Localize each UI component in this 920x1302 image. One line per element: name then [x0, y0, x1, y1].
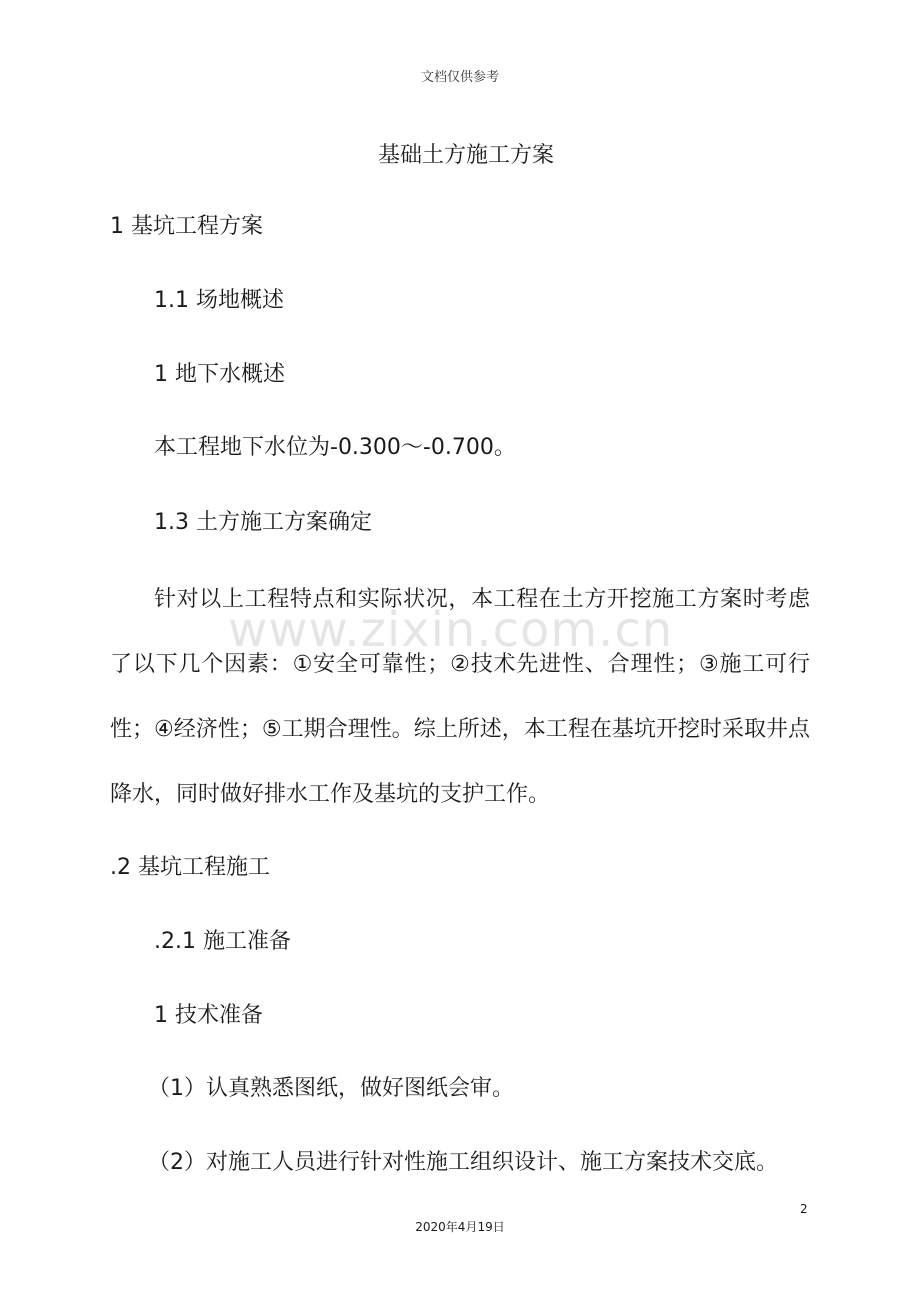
subsection-heading-tech: 1 技术准备: [154, 1003, 263, 1028]
header-note: 文档仅供参考: [420, 70, 499, 85]
subsection-heading-2-1: .2.1 施工准备: [154, 929, 291, 954]
groundwater-text: 本工程地下水位为-0.300～-0.700。: [154, 435, 516, 460]
subsection-heading-1-3: 1.3 土方施工方案确定: [154, 510, 372, 535]
list-item: （1）认真熟悉图纸，做好图纸会审。: [148, 1076, 514, 1101]
body-paragraph: 针对以上工程特点和实际状况，本工程在土方开挖施工方案时考虑了以下几个因素：①安全可靠性；②技术先进性、合理性；③施工可行性；④经济性；⑤工期合理性。综上所述，本工程在基坑开挖时采取井点降水，同时做好排水工作及基坑的支护工作。: [110, 587, 810, 807]
document-title: 基础土方施工方案: [377, 143, 554, 168]
subsection-heading-1-1: 1.1 场地概述: [154, 288, 284, 313]
section-heading-1: 1 基坑工程方案: [110, 214, 263, 239]
list-item: （2）对施工人员进行针对性施工组织设计、施工方案技术交底。: [148, 1150, 778, 1175]
watermark: www.zixin.com.cn: [228, 602, 674, 658]
footer-date: 2020年4月19日: [415, 1220, 505, 1234]
subsection-heading-groundwater: 1 地下水概述: [154, 362, 285, 387]
page-number: 2: [800, 1202, 808, 1216]
section-heading-2: .2 基坑工程施工: [110, 855, 270, 880]
